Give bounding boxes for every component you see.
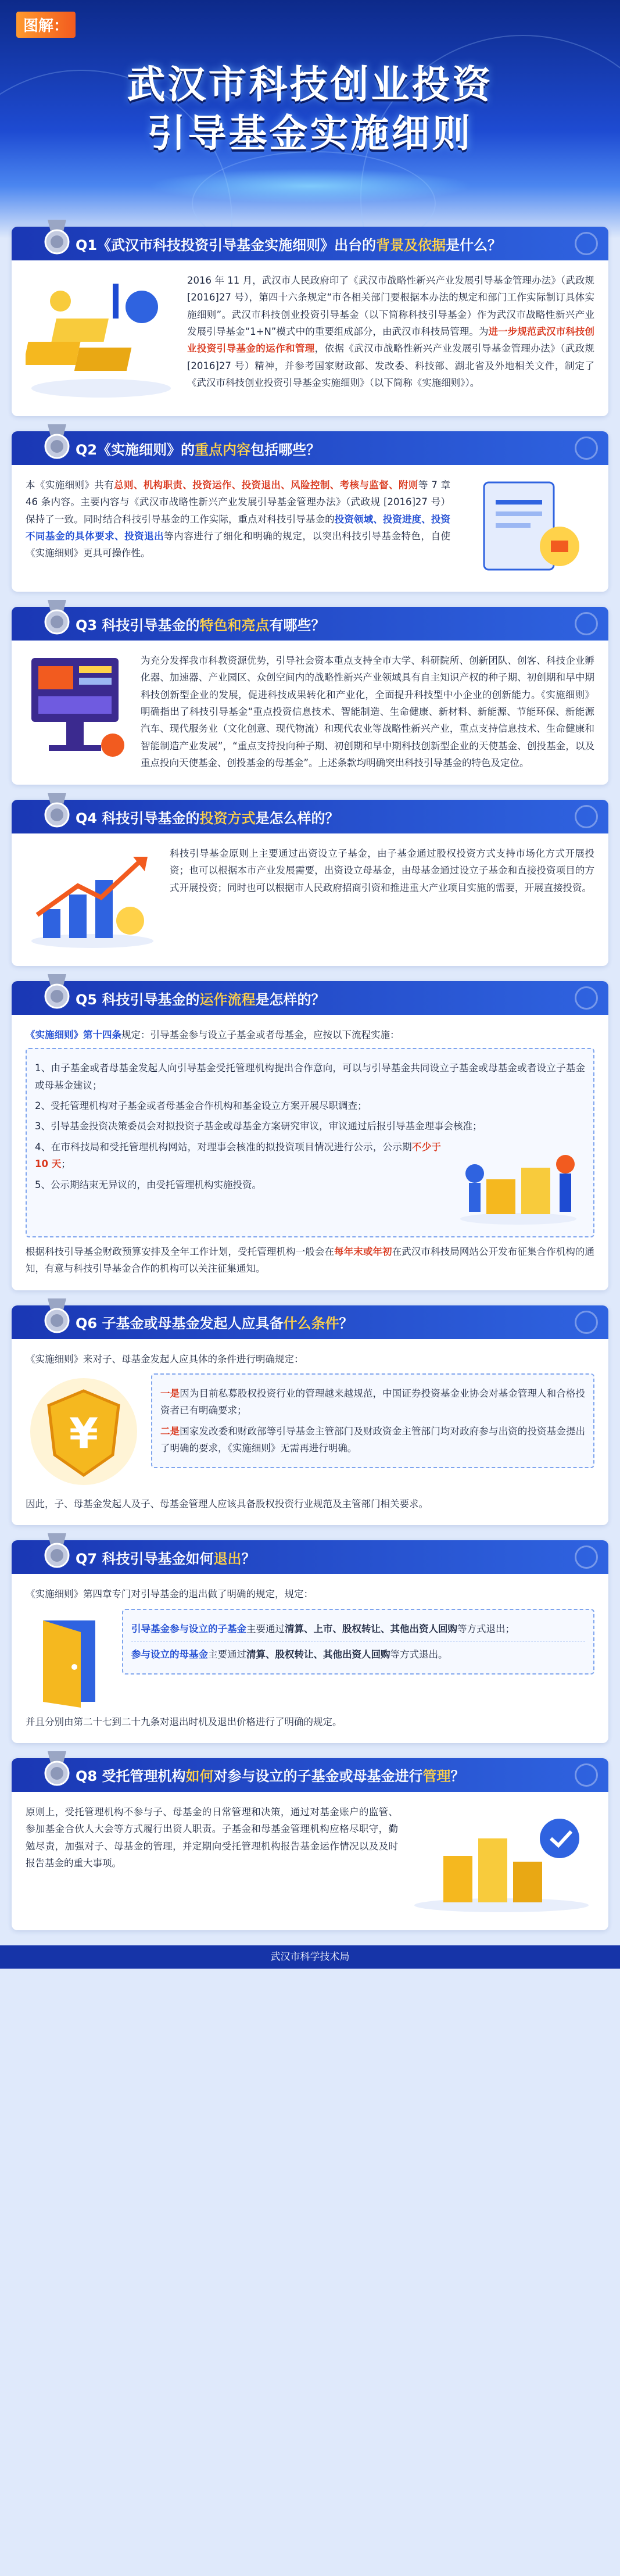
- content: [0, 227, 620, 1930]
- question-title: Q6 子基金或母基金发起人应具备什么条件？: [76, 1315, 353, 1332]
- section-q3: [12, 607, 608, 785]
- step-5: 5、公示期结束无异议的，由受托管理机构实施投资。: [35, 1179, 261, 1190]
- question-bar: [12, 227, 608, 260]
- yuan-shield-icon: [26, 1373, 142, 1490]
- section-q5: [12, 981, 608, 1290]
- intro-text: 《实施细则》来对子、母基金发起人应具体的条件进行明确规定：: [26, 1353, 304, 1365]
- decor-circle: [575, 805, 598, 828]
- question-bar: [12, 607, 608, 641]
- decor-circle: [575, 232, 598, 255]
- question-title: Q5 科技引导基金的运作流程是怎样的？: [76, 991, 325, 1008]
- decor-circle: [575, 986, 598, 1010]
- hero-banner: [0, 0, 620, 238]
- answer-body: 2016 年 11 月，武汉市人民政府印了《武汉市战略性新兴产业发展引导基金管理办法》（武政规 [2016]27 号），第四十六条规定“市各相关部门要根据本办法的规定和部门工作实际制订具体实施细则”。武汉市科技创业投资引导基金（以下简称科技引导基金）作为武汉市战略性新兴产业发展引导基金“1+N”模式中的重要组成部分，由武汉市科技局管理。为进一步规范武汉市科技创业投资引导基金的运作和管理，依据《武汉市战略性新兴产业发展引导基金管理办法》（武政规 [2016]27 号）精神，并参考国家财政部、发改委、科技部、湖北省及外地相关文件，制定了《武汉市科技创业投资引导基金实施细则》（以下简称《实施细则》）。: [12, 260, 608, 416]
- question-bar: [12, 981, 608, 1015]
- answer-body: 《实施细则》第十四条规定：引导基金参与设立子基金或者母基金，应按以下流程实施： 1、由子基金或者母基金发起人向引导基金受托管理机构提出合作意向，可以与引导基金共同设立子基金或母基金或者设立子基金或母基金建议； 2、受托管理机构对子基金或者母基金合作机构和基金设立方案开展尽职调查； 3、引导基金投资决策委员会对拟投资子基金或母基金方案研究审议，审议通过后报引导基金理事会核准； 4、在市科技局和受托管理机构网站，对理事会核准的拟投资项目情况进行公示，公示期不少于 10 天； 5、公示期结束无异议的，由受托管理机构实施投资。 根据科技引导基金财政预算安排及全年工作计划，受托管理机构一般会在每年末或年初在武汉市科技局网站公开发布征集合作机构的通知，有意与科技引导基金合作的机构可以关注征集通知。: [26, 1029, 595, 1275]
- badge-icon: [42, 1298, 72, 1336]
- section-q1: [12, 227, 608, 416]
- page-title-line1: 武汉市科技创业投资: [127, 62, 493, 107]
- conditions-box: 一是因为目前私募股权投资行业的管理越来越规范，中国证券投资基金业协会对基金管理人和合格投资者已有明确要求； 二是国家发改委和财政部等引导基金主管部门及财政资金主管部门均对政府参与出资的投资基金提出了明确的要求，《实施细则》无需再进行明确。: [151, 1373, 594, 1468]
- badge-icon: [42, 1751, 72, 1788]
- step-3: 3、引导基金投资决策委员会对拟投资子基金或母基金方案研究审议，审议通过后报引导基金理事会核准；: [35, 1121, 482, 1132]
- answer-body: 科技引导基金原则上主要通过出资设立子基金，由子基金通过股权投资方式支持市场化方式开展投资；也可以根据本市产业发展需要，出资设立母基金，由母基金通过设立子基金和直接投资项目的方式开展投资；同时也可以根据市人民政府招商引资和推进重大产业项目实施的需要，开展直接投资。: [12, 833, 608, 966]
- badge-icon: [42, 220, 72, 257]
- decor-circle: [575, 1545, 598, 1569]
- light-beam: [148, 169, 473, 203]
- section-q6: [12, 1305, 608, 1526]
- decor-circle: [575, 1763, 598, 1787]
- section-q2: [12, 431, 608, 592]
- badge-icon: [42, 424, 72, 461]
- badge-icon: [42, 600, 72, 637]
- conclusion: 因此，子、母基金发起人及子、母基金管理人应该具备股权投资行业规范及主管部门相关要求。: [26, 1498, 428, 1509]
- question-bar: [12, 431, 608, 465]
- exit-methods-box: 引导基金参与设立的子基金主要通过清算、上市、股权转让、其他出资人回购等方式退出； 参与设立的母基金主要通过清算、股权转让、其他出资人回购等方式退出。: [122, 1609, 594, 1675]
- question-title: Q4 科技引导基金的投资方式是怎么样的？: [76, 810, 339, 827]
- gold-bars-illustration: [26, 272, 177, 400]
- intro-text: 《实施细则》第四章专门对引导基金的退出做了明确的规定，规定：: [26, 1588, 313, 1600]
- section-q8: [12, 1758, 608, 1930]
- question-bar: [12, 800, 608, 833]
- dashboard-illustration: [26, 652, 130, 768]
- decor-circle: [575, 612, 598, 635]
- badge-icon: [42, 1533, 72, 1570]
- investment-growth-illustration: [26, 845, 159, 950]
- section-q7: [12, 1540, 608, 1743]
- yuan-glyph: ¥: [69, 1408, 99, 1458]
- coin-stacks-illustration: [408, 1804, 594, 1914]
- answer-body: [12, 1339, 608, 1526]
- documents-illustration: [461, 477, 594, 575]
- section-q4: [12, 800, 608, 966]
- answer-body: 本《实施细则》共有总则、机构职责、投资运作、投资退出、风险控制、考核与监督、附则等 7 章 46 条内容。主要内容与《武汉市战略性新兴产业发展引导基金管理办法》（武政规 [2016]27 号）保持了一致。同时结合科技引导基金的工作实际，重点对科技引导基金的投资领域、投资进度、投资不同基金的具体要求、投资退出等内容进行了细化和明确的规定，以突出科技引导基金特色，自使《实施细则》更具可操作性。: [12, 465, 608, 592]
- footer-org: 武汉市科学技术局: [0, 1945, 620, 1969]
- hero-tag: 图解：: [16, 12, 76, 38]
- page-title-line2: 引导基金实施细则: [147, 111, 473, 156]
- question-bar: [12, 1305, 608, 1339]
- decor-circle: [575, 1311, 598, 1334]
- question-title: Q2《实施细则》的重点内容包括哪些？: [76, 441, 321, 458]
- step-2: 2、受托管理机构对子基金或者母基金合作机构和基金设立方案开展尽职调查；: [35, 1100, 367, 1112]
- step-4: 4、在市科技局和受托管理机构网站，对理事会核准的拟投资项目情况进行公示，公示期不少于 10 天；: [35, 1141, 442, 1170]
- process-steps: [26, 1048, 594, 1237]
- question-title: Q1《武汉市科技投资引导基金实施细则》出台的背景及依据是什么？: [76, 237, 502, 253]
- conclusion: 并且分别由第二十七到二十九条对退出时机及退出价格进行了明确的规定。: [26, 1716, 342, 1727]
- answer-body: 原则上，受托管理机构不参与子、母基金的日常管理和决策，通过对基金账户的监管、参加基金合伙人大会等方式履行出资人职责。子基金和母基金管理机构应格尽职守，勤勉尽责，加强对子、母基金的管理，并定期向受托管理机构报告基金运作情况以及及时报告基金的重大事项。: [12, 1792, 608, 1930]
- badge-icon: [42, 974, 72, 1011]
- question-title: Q8 受托管理机构如何对参与设立的子基金或母基金进行管理？: [76, 1768, 465, 1785]
- question-bar: [12, 1540, 608, 1574]
- answer-body: 为充分发挥我市科教资源优势，引导社会资本重点支持全市大学、科研院所、创新团队、创客、科技企业孵化器、加速器、产业园区、众创空间内的战略性新兴产业领域具有自主知识产权的种子期、初创期和早中期科技创新型企业的发展，促进科技成果转化和产业化，全面提升科技型中小企业的创新能力。《实施细则》明确指出了科技引导基金“重点投资信息技术、智能制造、生命健康、新材料、新能源、节能环保、新能源汽车、现代服务业（文化创意、现代物流）和现代农业等战略性新兴产业，重点支持信息技术、生命健康和智能制造产业发展”，“重点支持投向种子期、初创期和早中期科技创新型企业的天使基金、创投基金，以及重点投向天使基金、创投基金的母基金”。上述条款均明确突出科技引导基金的特色及定位。: [12, 641, 608, 785]
- answer-body: [12, 1574, 608, 1743]
- question-bar: [12, 1758, 608, 1792]
- question-title: Q3 科技引导基金的特色和亮点有哪些？: [76, 617, 325, 634]
- step-1: 1、由子基金或者母基金发起人向引导基金受托管理机构提出合作意向，可以与引导基金共同设立子基金或母基金或者设立子基金或母基金建议；: [35, 1062, 585, 1091]
- exit-door-icon: [26, 1609, 113, 1708]
- badge-icon: [42, 793, 72, 830]
- question-title: Q7 科技引导基金如何退出？: [76, 1550, 256, 1567]
- coins-illustration: [451, 1139, 585, 1226]
- decor-circle: [575, 437, 598, 460]
